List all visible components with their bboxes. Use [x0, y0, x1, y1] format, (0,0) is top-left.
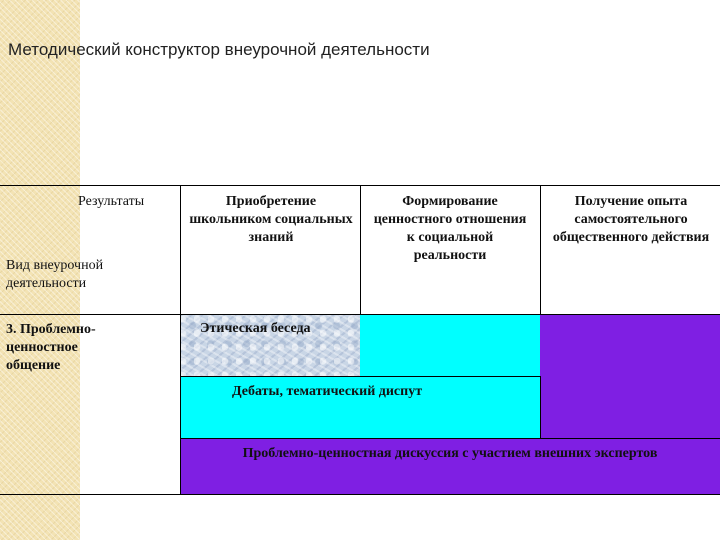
- cyan-block-upper: [360, 315, 540, 376]
- purple-block-upper: [540, 315, 720, 438]
- table-bottom-border: [0, 494, 720, 495]
- column-divider-2: [360, 185, 361, 315]
- cell-divider-3: [180, 438, 720, 439]
- corner-header-activity-type: Вид внеурочной деятельности: [6, 258, 104, 291]
- column-divider-3: [540, 185, 541, 315]
- corner-header-results: Результаты: [78, 194, 145, 209]
- cell-divider-2: [540, 376, 541, 438]
- column-header-knowledge: Приобретение школьником социальных знаний: [189, 194, 353, 245]
- cell-divider-1: [180, 376, 540, 377]
- activity-discussion-label: Проблемно-ценностная дискуссия с участием внешних экспертов: [242, 446, 658, 461]
- column-header-experience: Получение опыта самостоятельного общественного действия: [552, 194, 710, 245]
- activity-ethical-talk-label: Этическая беседа: [200, 321, 311, 336]
- slide-title: Методический конструктор внеурочной деятельности: [8, 40, 430, 59]
- row-label-problem-value: 3. Проблемно-ценностное общение: [6, 322, 96, 373]
- column-divider-1: [180, 185, 181, 495]
- activity-debates-label: Дебаты, тематический диспут: [232, 384, 423, 399]
- column-header-values: Формирование ценностного отношения к социальной реальности: [373, 194, 527, 263]
